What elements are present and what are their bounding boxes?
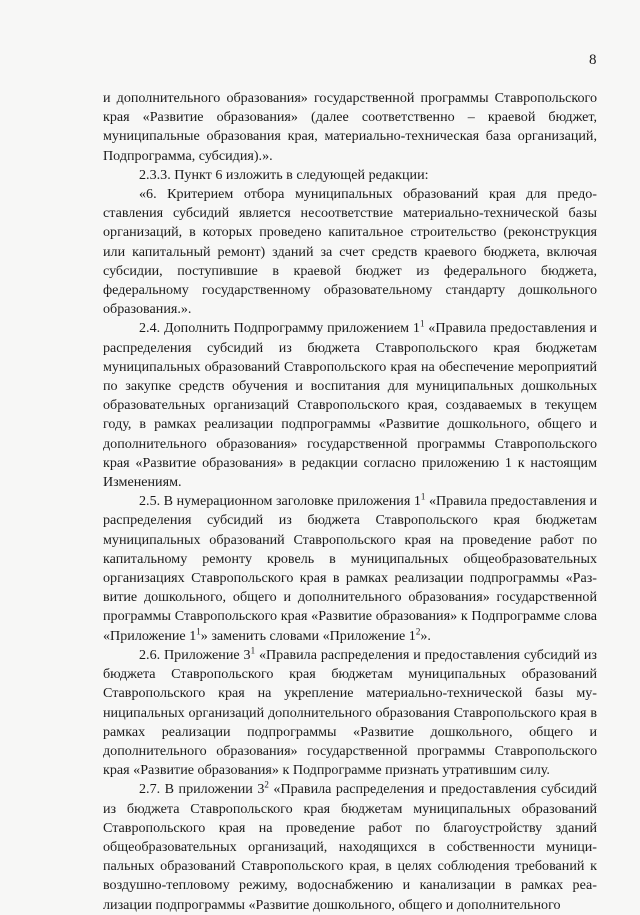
text-run: «Правила предоставления и распределения субсидий из бюджета Ставропольского края бюджетам муниципальных образований Ставропольского края на обеспечение мероприятий по закупке средств обучения и воспитания для муниципальных дошкольных образовательных организаций Ставропольского края, создаваемых в текущем году, в рамках реализации подпрограммы «Развитие дошкольного, общего и дополнительного образования» государственной программы Ставропольского края «Развитие образования» в редакции согласно приложению 1 к настоящим Изменениям. (103, 320, 597, 491)
paragraph-p6 (103, 780, 597, 914)
text-run: 2.5. В нумерационном заголовке приложения 1 (139, 493, 421, 510)
superscript: 1 (419, 318, 425, 329)
text-run: 2.7. В приложении 3 (139, 781, 265, 798)
page-number: 8 (589, 52, 597, 68)
text-run: «Правила предоставления и распределения субсидий из бюджета Ставропольского края бюджетам муниципальных образований Ставропольского края на проведение работ по капитальному ремонту кровель в муниципальных общеобразовательных организациях Ставропольского края в рамках реализации подпрограммы «Развитие дошкольного, общего и дополнительного образования» государственной программы Ставропольского края «Развитие образования» к Подпрограмме слова «Приложение 1 (103, 493, 597, 644)
superscript: 1 (196, 626, 201, 636)
superscript: 2 (264, 779, 269, 790)
paragraph-p1 (103, 166, 597, 185)
paragraph-p2 (103, 185, 597, 319)
paragraph-p4 (103, 492, 597, 646)
superscript: 1 (420, 491, 426, 502)
text-run: 2.3.3. Пункт 6 изложить в следующей редакции: (139, 166, 429, 183)
text-run: и дополнительного образования» государственной программы Ставропольского края «Развитие образования» (далее соответственно – краевой бюджет, муниципальные образования края, материально-техническая база организаций, Подпрограмма, субсидия).». (103, 90, 597, 164)
superscript: 2 (415, 626, 421, 636)
paragraph-p0 (103, 89, 597, 166)
text-run: «Правила распределения и предоставления субсидий из бюджета Ставропольского края бюджетам муниципальных образований Ставропольского края на проведение работ по благоустройству зданий общеобразовательных организаций, находящихся в собственности муниципальных образований Ставропольского края, в целях соблюдения требований к воздушно-тепловому режиму, водоснабжению и канализации в рамках реализации подпрограммы «Развитие дошкольного, общего и дополнительного (103, 781, 597, 913)
text-run: » заменить словами «Приложение 1 (200, 627, 416, 644)
text-run: 2.4. Дополнить Подпрограмму приложением 1 (139, 320, 420, 337)
text-run: «6. Критерием отбора муниципальных образований края для предоставления субсидий является несоответствие материально-технической базы организаций, в которых проведено капитальное строительство (реконструкция или капитальный ремонт) зданий за счет средств краевого бюджета, включая субсидии, поступившие в краевой бюджет из федерального бюджета, федеральному государственному образовательному стандарту дошкольного образования.». (103, 186, 597, 318)
paragraph-p3 (103, 319, 597, 492)
superscript: 1 (250, 645, 256, 656)
text-run: ». (420, 627, 431, 644)
text-run: «Правила распределения и предоставления субсидий из бюджета Ставропольского края бюджетам муниципальных образований Ставропольского края на укрепление материально-технической базы муниципальных организаций дополнительного образования Ставропольского края в рамках реализации подпрограммы «Развитие дошкольного, общего и дополнительного образования» государственной программы Ставропольского края «Развитие образования» к Подпрограмме признать утратившим силу. (103, 646, 597, 779)
paragraph-p5 (103, 646, 597, 780)
document-body (103, 89, 597, 915)
text-run: 2.6. Приложение 3 (139, 646, 251, 663)
